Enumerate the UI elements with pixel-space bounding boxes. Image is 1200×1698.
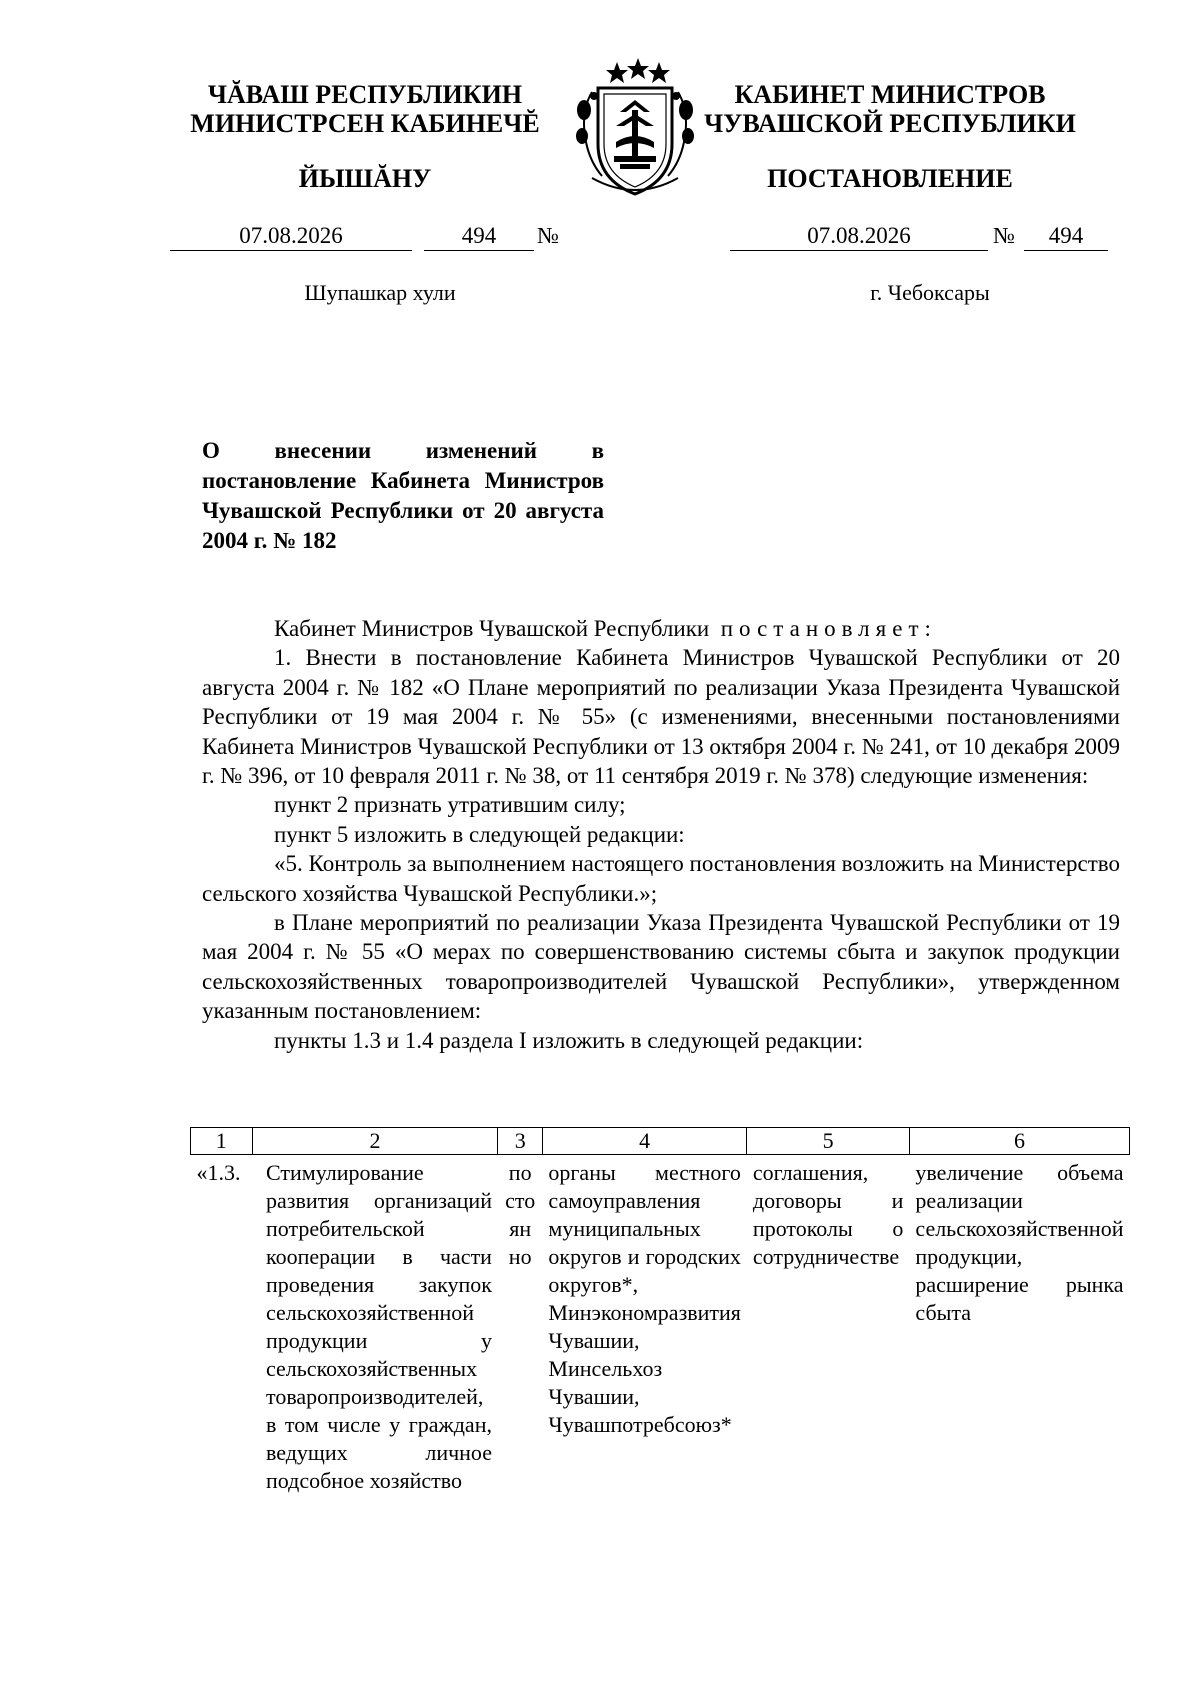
paragraph-1: 1. Внести в постановление Кабинета Министров Чувашской Республики от 20 августа 2004 г. № 182 «О Плане мероприятий по реализации Указа Президента Чувашской Республики от 19 мая 2004 г. № 55» (с изменениями, внесенными постановлениями Кабинета Министров Чувашской Республики от 13 октября 2004 г. № 241, от 10 декабря 2009 г. № 396, от 10 февраля 2011 г. № 38, от 11 сентября 2019 г. № 378) следующие изменения: (202, 645, 1120, 789)
column-header-6: 6 (909, 1128, 1129, 1155)
cell-deadline-text: постоянно (505, 1160, 536, 1269)
right-header (680, 80, 1100, 138)
cell-deadline (498, 1155, 542, 1496)
intro-paragraph (202, 614, 1120, 643)
cell-activity-text: Стимулирование развития организаций потребительской кооперации в части проведения закупок сельскохозяйственной продукции у сельскохозяйственных товаропроизводителей, в том числе у граждан, ведущих личное подсобное хозяйство (266, 1160, 492, 1493)
cell-item-number-text: «1.3. (196, 1160, 241, 1185)
intro-spaced: постановляет: (720, 616, 937, 641)
column-header-5: 5 (747, 1128, 909, 1155)
left-doc-type: ЙЫШĂНУ (298, 164, 432, 193)
cell-responsible (542, 1155, 747, 1496)
right-number-sign: № (993, 223, 1015, 248)
paragraph-3: пункт 5 изложить в следующей редакции: (274, 821, 685, 847)
left-header (150, 80, 580, 138)
left-header-line1: ЧĂВАШ РЕСПУБЛИКИН (207, 80, 523, 109)
right-date: 07.08.2026 (730, 222, 988, 251)
paragraph-6: пункты 1.3 и 1.4 раздела I изложить в следующей редакции: (274, 1027, 864, 1053)
left-place: Шупашкар хули (304, 280, 456, 305)
cell-activity (252, 1155, 498, 1496)
left-number-sign: № (537, 223, 559, 248)
left-date: 07.08.2026 (170, 222, 412, 251)
cell-responsible-text: органы местного самоуправления муниципальных округов и городских округов*, Минэкономразвития Чувашии, Минсельхоз Чувашии, Чувашпотребсоюз* (548, 1160, 741, 1437)
right-doc-type: ПОСТАНОВЛЕНИЕ (767, 164, 1013, 193)
document-body (202, 614, 1120, 1055)
column-header-1: 1 (191, 1128, 253, 1155)
cell-result (909, 1155, 1129, 1496)
right-header-line1: КАБИНЕТ МИНИСТРОВ (734, 80, 1046, 109)
paragraph-4: «5. Контроль за выполнением настоящего постановления возложить на Министерство сельского хозяйства Чувашской Республики.»; (202, 851, 1120, 906)
cell-item-number (191, 1155, 253, 1496)
cell-mechanism (747, 1155, 909, 1496)
column-header-4: 4 (542, 1128, 747, 1155)
right-header-line2: ЧУВАШСКОЙ РЕСПУБЛИКИ (704, 109, 1076, 138)
plan-table (190, 1127, 1130, 1495)
table-row (191, 1155, 1130, 1496)
document-subject: О внесении изменений в постановление Кабинета Министров Чувашской Республики от 20 августа 2004 г. № 182 (202, 438, 604, 553)
column-header-2: 2 (252, 1128, 498, 1155)
paragraph-2: пункт 2 признать утратившим силу; (274, 792, 626, 818)
right-place: г. Чебоксары (870, 280, 990, 305)
table-header-row (191, 1128, 1130, 1155)
column-header-3: 3 (498, 1128, 542, 1155)
cell-mechanism-text: соглашения, договоры и протоколы о сотрудничестве (752, 1160, 904, 1269)
left-number: 494 (424, 222, 534, 251)
paragraph-5: в Плане мероприятий по реализации Указа Президента Чувашской Республики от 19 мая 2004 г. № 55 «О мерах по совершенствованию системы сбыта и закупок продукции сельскохозяйственных товаропроизводителей Чувашской Республики», утвержденном указанным постановлением: (202, 910, 1120, 1024)
intro-prefix: Кабинет Министров Чувашской Республики (274, 616, 710, 641)
cell-result-text: увеличение объема реализации сельскохозяйственной продукции, расширение рынка сбыта (915, 1160, 1124, 1325)
right-number: 494 (1024, 222, 1108, 251)
left-header-line2: МИНИСТРСЕН КАБИНЕЧĔ (190, 109, 540, 138)
